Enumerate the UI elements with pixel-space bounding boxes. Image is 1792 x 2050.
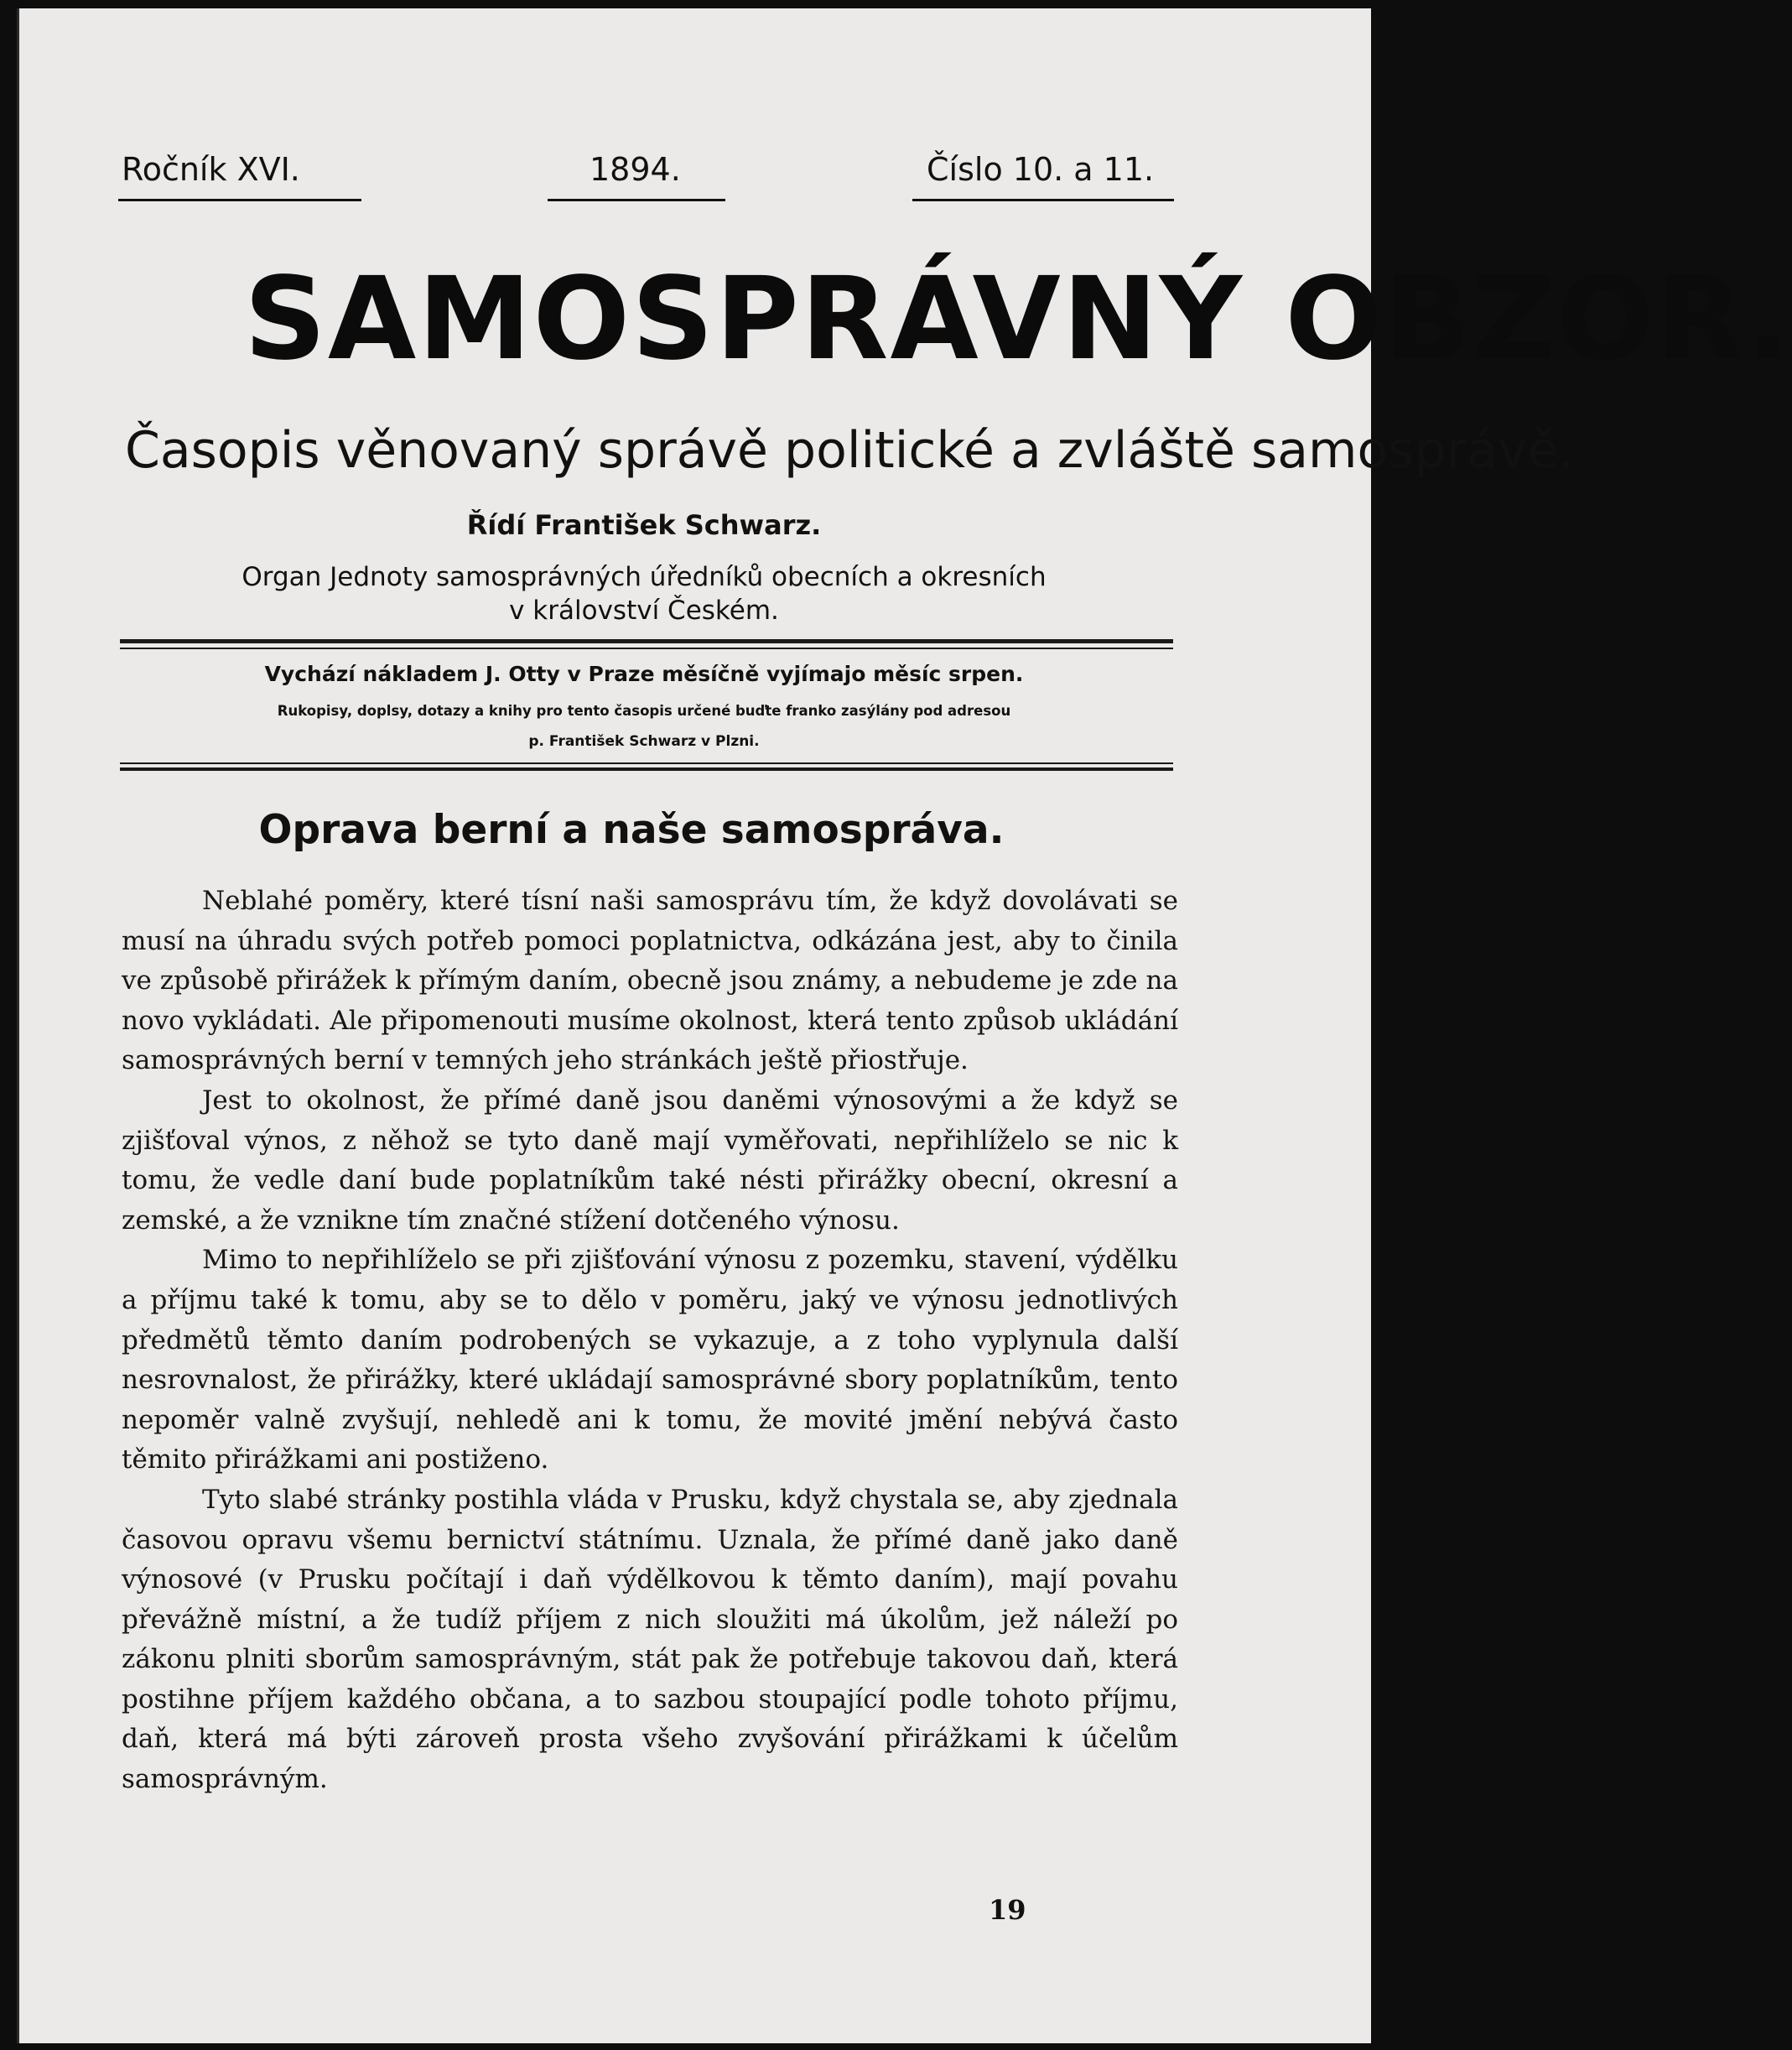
issue-underline: [912, 199, 1174, 201]
article-paragraph: Mimo to nepřihlíželo se při zjišťování výnosu z pozemku, stavení, výdělku a příjmu také k tomu, aby se to dělo v poměru, jaký ve výnosu jednotlivých předmětů těmto daním podrobených se vykazuje, a z toho vyplynula další nesrovnalost, že přirážky, které ukládají samosprávné sbory poplatníkům, tento nepoměr valně zvyšují, nehledě ani k tomu, že movité jmění nebývá často těmito přirážkami ani postiženo.: [122, 1245, 1178, 1475]
divider-rule-top-thin: [120, 648, 1173, 649]
divider-rule-top: [120, 639, 1173, 643]
year-underline: [548, 199, 725, 201]
submissions-line-2: p. František Schwarz v Plzni.: [528, 733, 760, 750]
issue-number: Číslo 10. a 11.: [927, 151, 1155, 188]
organ-line-1: Organ Jednoty samosprávných úředníků obecních a okresních: [242, 562, 1047, 592]
volume-number: Ročník XVI.: [122, 151, 300, 188]
organ-line-2: v království Českém.: [509, 596, 779, 626]
divider-rule-bottom: [120, 767, 1173, 771]
submissions-line-1: Rukopisy, doplsy, dotazy a knihy pro tento časopis určené buďte franko zasýlány pod adresou: [277, 703, 1011, 719]
divider-rule-bottom-thin: [120, 762, 1173, 764]
publisher-line: Vychází nákladem J. Otty v Praze měsíčně vyjímajo měsíc srpen.: [264, 662, 1024, 686]
scanned-page: [17, 8, 1792, 2043]
page-number: 19: [989, 1894, 1026, 1926]
article-heading: Oprava berní a naše samospráva.: [258, 807, 1005, 853]
article-paragraph: Jest to okolnost, že přímé daně jsou daněmi výnosovými a že když se zjišťoval výnos, z něhož se tyto daně mají vyměřovati, nepřihlíželo se nic k tomu, že vedle daní bude poplatníkům také nésti přirážky obecní, okresní a zemské, a že vznikne tím značné stížení dotčeného výnosu.: [122, 1085, 1178, 1236]
volume-underline: [118, 199, 361, 201]
year: 1894.: [590, 151, 681, 188]
article-paragraph: Tyto slabé stránky postihla vláda v Prusku, když chystala se, aby zjednala časovou opravu všemu bernictví státnímu. Uznala, že přímé daně jako daně výnosové (v Prusku počítají i daň výdělkovou k těmto daním), mají povahu převážně místní, a že tudíž příjem z nich sloužiti má úkolům, jež náleží po zákonu plniti sborům samosprávným, stát pak že potřebuje takovou daň, která postihne příjem každého občana, a to sazbou stoupající podle tohoto příjmu, daň, která má býti zároveň prosta všeho zvyšování přirážkami k účelům samosprávným.: [122, 1484, 1178, 1795]
article-body: [122, 882, 1178, 1800]
article-paragraph: Neblahé poměry, které tísní naši samosprávu tím, že když dovolávati se musí na úhradu svých potřeb pomoci poplatnictva, odkázána jest, aby to činila ve způsobě přirážek k přímým daním, obecně jsou známy, a nebudeme je zde na novo vykládati. Ale připomenouti musíme okolnost, která tento způsob ukládání samosprávných berní v temných jeho stránkách ještě přiostřuje.: [122, 886, 1178, 1076]
editor-line: Řídí František Schwarz.: [466, 509, 822, 541]
masthead-subtitle: Časopis věnovaný správě politické a zvláště samosprávě.: [125, 421, 1575, 480]
masthead-title: SAMOSPRÁVNÝ OBZOR.: [244, 253, 1792, 386]
